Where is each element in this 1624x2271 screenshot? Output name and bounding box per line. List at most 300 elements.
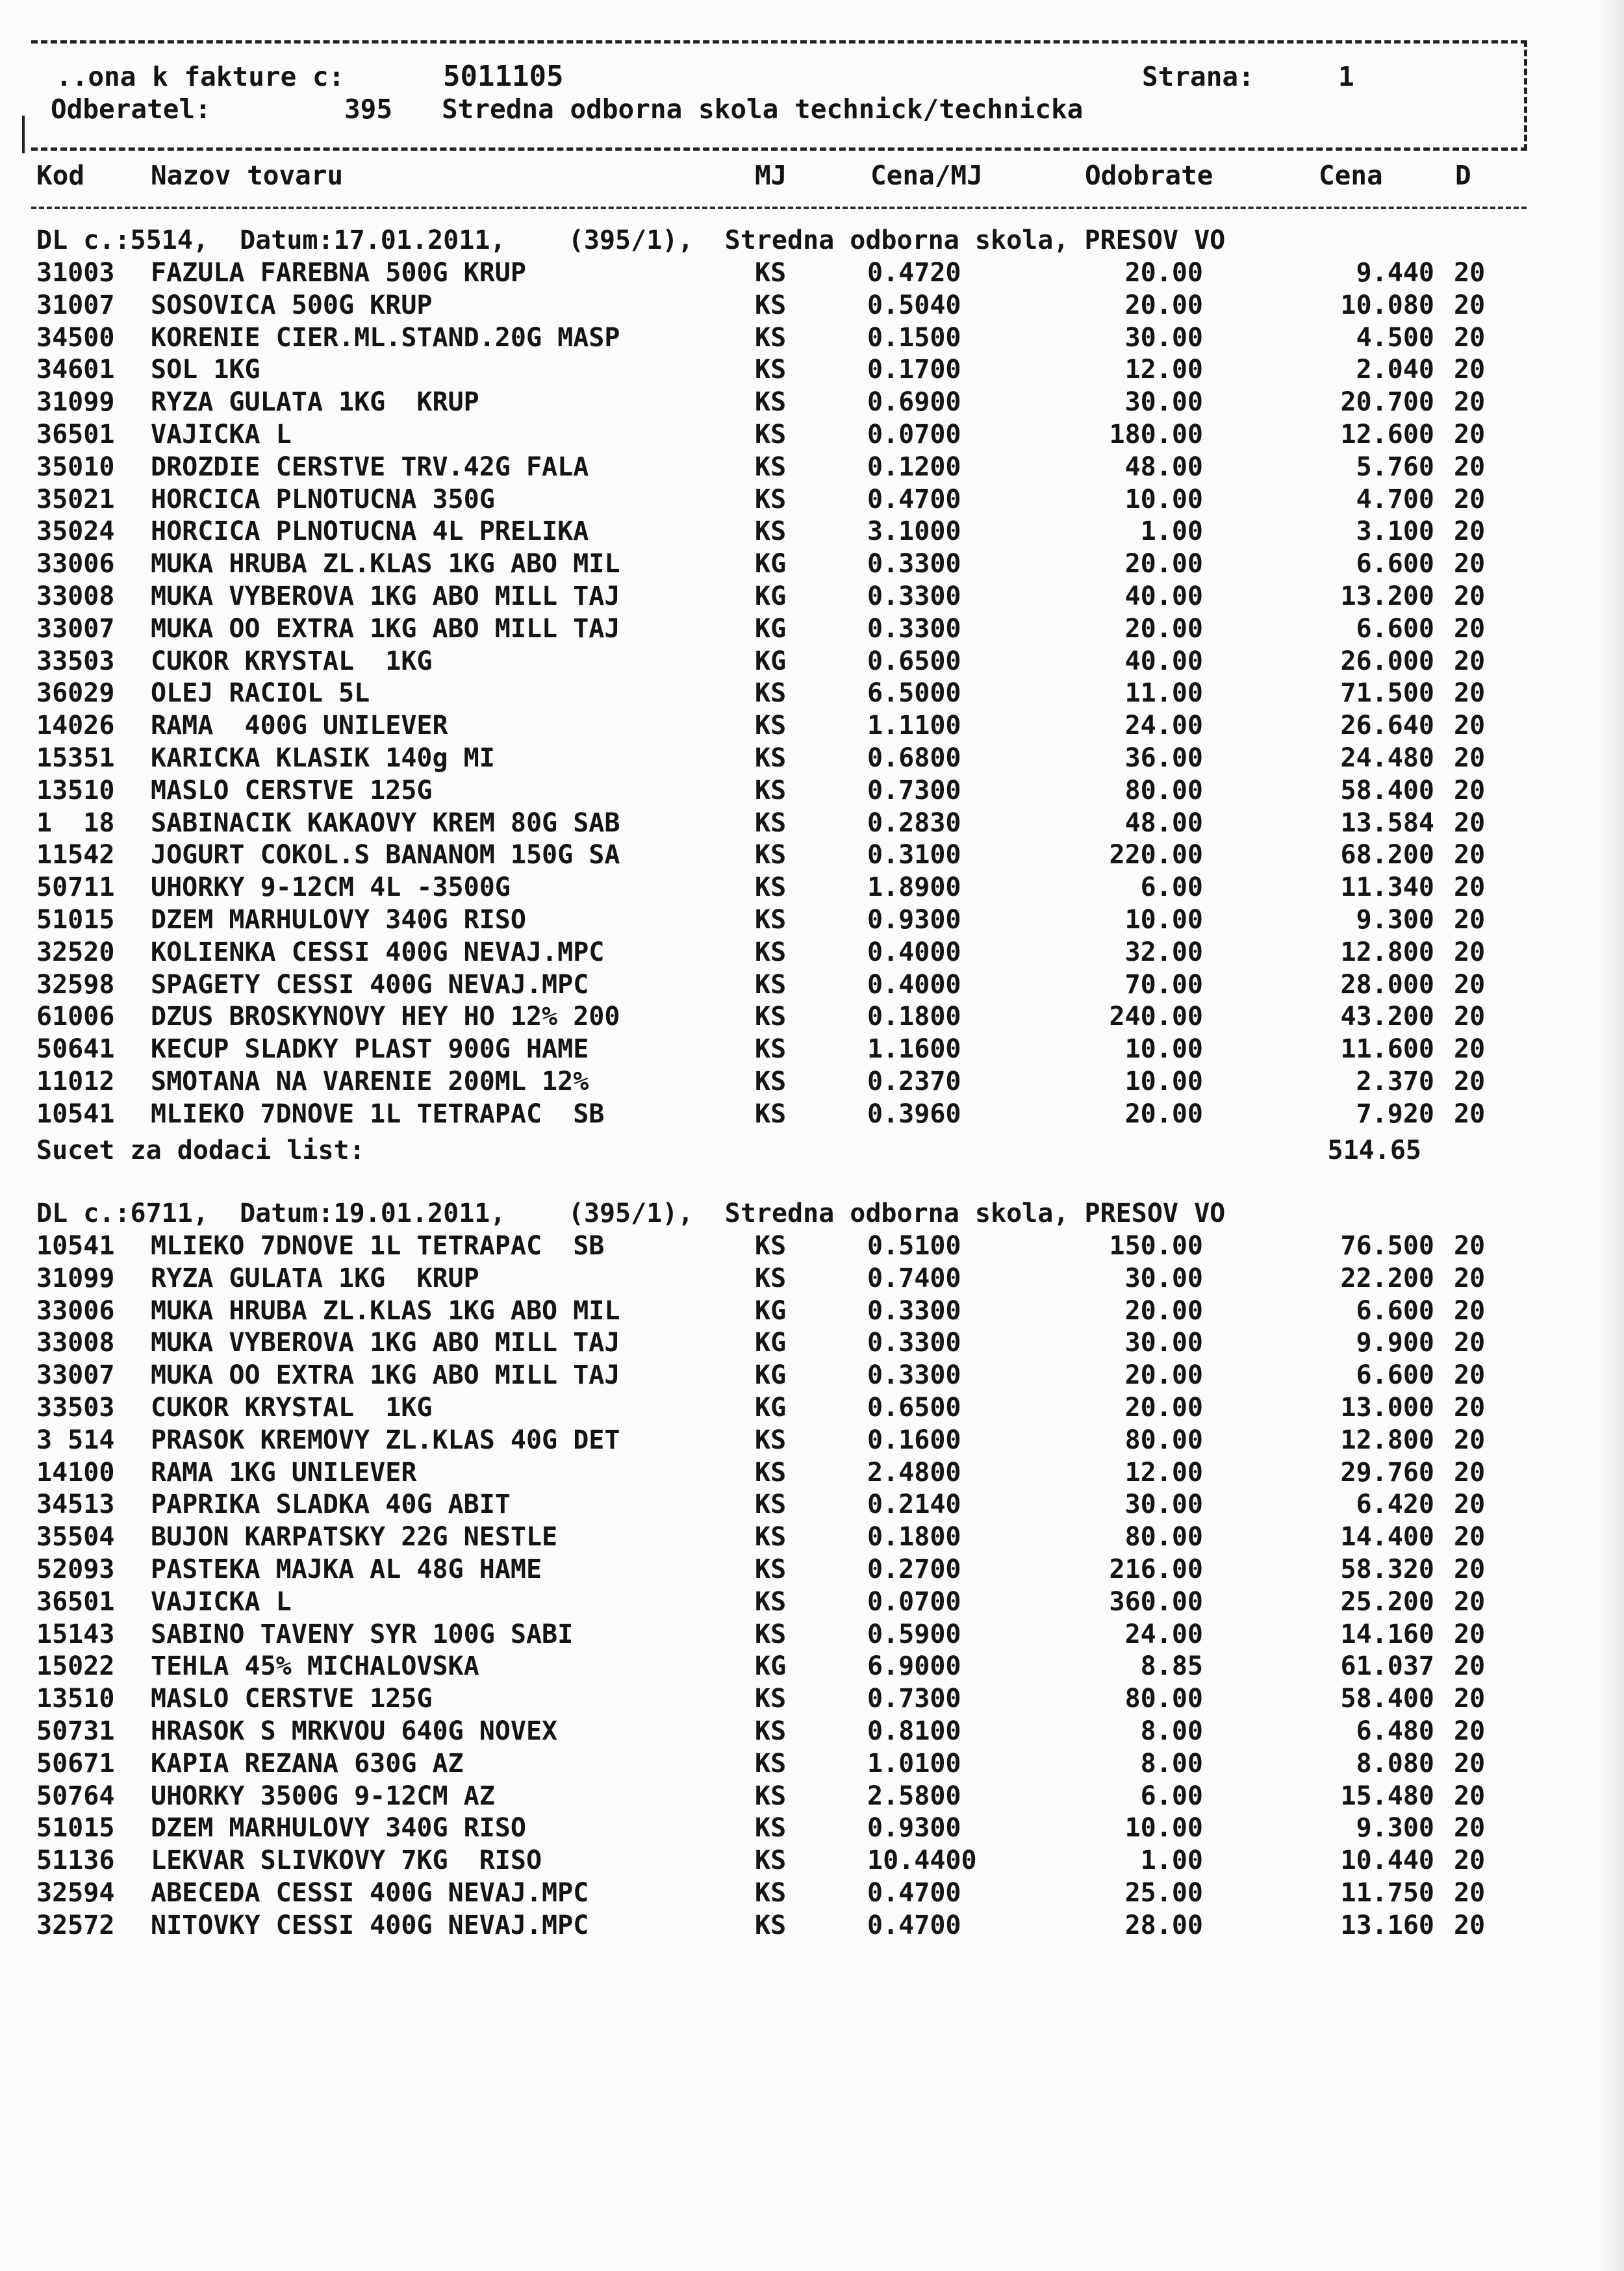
table-row bbox=[0, 775, 1624, 810]
item-unit: KS bbox=[755, 743, 787, 773]
item-unit-price: 0.3960 bbox=[867, 1098, 961, 1129]
item-name: HRASOK S MRKVOU 640G NOVEX bbox=[151, 1716, 558, 1746]
item-unit: KS bbox=[755, 1846, 787, 1876]
item-name: MASLO CERSTVE 125G bbox=[151, 1684, 433, 1714]
table-row bbox=[0, 874, 1624, 907]
item-code: 33007 bbox=[36, 1360, 115, 1391]
item-total: 13.584 bbox=[1340, 807, 1434, 838]
item-total: 6.420 bbox=[1356, 1490, 1434, 1520]
table-row bbox=[0, 451, 1624, 487]
item-total: 10.440 bbox=[1340, 1846, 1434, 1876]
table-row bbox=[0, 1621, 1624, 1654]
item-unit: KS bbox=[755, 1813, 787, 1844]
table-row bbox=[0, 1427, 1624, 1460]
item-unit: KG bbox=[755, 549, 787, 579]
item-total: 22.200 bbox=[1340, 1263, 1434, 1293]
item-name: RYZA GULATA 1KG KRUP bbox=[151, 1263, 479, 1293]
item-vat-rate: 20 bbox=[1454, 516, 1486, 547]
item-total: 24.480 bbox=[1340, 743, 1434, 773]
item-name: DZEM MARHULOVY 340G RISO bbox=[151, 1813, 526, 1844]
item-unit-price: 0.3100 bbox=[867, 840, 961, 870]
table-row bbox=[0, 1098, 1624, 1134]
item-name: CUKOR KRYSTAL 1KG bbox=[151, 646, 433, 676]
item-unit: KS bbox=[755, 1034, 787, 1065]
item-vat-rate: 20 bbox=[1454, 937, 1486, 967]
table-row bbox=[0, 1783, 1624, 1816]
item-vat-rate: 20 bbox=[1454, 1034, 1486, 1065]
table-row bbox=[0, 613, 1624, 648]
item-vat-rate: 20 bbox=[1454, 549, 1486, 579]
item-unit-price: 0.2700 bbox=[867, 1554, 961, 1584]
table-row bbox=[0, 484, 1624, 519]
item-name: KECUP SLADKY PLAST 900G HAME bbox=[151, 1034, 589, 1065]
table-row bbox=[0, 1233, 1624, 1265]
item-code: 35021 bbox=[36, 484, 115, 514]
item-total: 6.600 bbox=[1356, 1360, 1434, 1391]
item-unit-price: 0.6500 bbox=[867, 646, 961, 676]
item-total: 9.900 bbox=[1356, 1328, 1434, 1358]
item-unit: KS bbox=[755, 1457, 787, 1488]
item-total: 58.320 bbox=[1340, 1554, 1434, 1584]
col-price-header: Cena/MJ bbox=[870, 160, 983, 191]
item-name: HORCICA PLNOTUCNA 350G bbox=[151, 484, 495, 514]
table-row bbox=[0, 745, 1624, 778]
item-quantity: 20.00 bbox=[1124, 549, 1203, 579]
table-row bbox=[0, 1069, 1624, 1101]
delivery-note-line: DL c.:6711, Datum:19.01.2011, (395/1), Stredna odborna skola, PRESOV VO bbox=[36, 1199, 1226, 1228]
item-name: DROZDIE CERSTVE TRV.42G FALA bbox=[151, 451, 589, 482]
item-code: 15351 bbox=[36, 743, 115, 773]
item-code: 32572 bbox=[36, 1910, 115, 1940]
item-name: UHORKY 9-12CM 4L -3500G bbox=[151, 872, 511, 903]
item-unit-price: 0.9300 bbox=[867, 1813, 961, 1844]
item-code: 51015 bbox=[36, 1813, 115, 1844]
item-vat-rate: 20 bbox=[1454, 1586, 1486, 1617]
item-total: 58.400 bbox=[1340, 1684, 1434, 1714]
item-unit: KS bbox=[755, 1425, 787, 1455]
item-unit-price: 6.5000 bbox=[867, 678, 961, 709]
table-row bbox=[0, 713, 1624, 745]
item-unit: KS bbox=[755, 516, 787, 547]
item-vat-rate: 20 bbox=[1454, 258, 1486, 288]
item-quantity: 24.00 bbox=[1124, 711, 1203, 741]
item-vat-rate: 20 bbox=[1454, 1263, 1486, 1293]
item-unit: KS bbox=[755, 420, 787, 450]
item-vat-rate: 20 bbox=[1454, 1748, 1486, 1779]
item-quantity: 20.00 bbox=[1124, 1098, 1203, 1129]
item-name: RAMA 400G UNILEVER bbox=[151, 711, 448, 741]
item-total: 28.000 bbox=[1340, 969, 1434, 1000]
item-unit-price: 0.1700 bbox=[867, 355, 961, 385]
item-name: KAPIA REZANA 630G AZ bbox=[151, 1748, 464, 1779]
item-unit-price: 0.3300 bbox=[867, 1328, 961, 1358]
item-total: 6.600 bbox=[1356, 613, 1434, 644]
table-row bbox=[0, 1491, 1624, 1524]
col-mj-header: MJ bbox=[755, 160, 787, 191]
item-unit-price: 1.1100 bbox=[867, 711, 961, 741]
item-code: 15022 bbox=[36, 1651, 115, 1682]
item-total: 4.700 bbox=[1356, 484, 1434, 514]
item-vat-rate: 20 bbox=[1454, 1619, 1486, 1649]
invoice-title-label: ..ona k fakture c: bbox=[56, 61, 345, 92]
item-unit-price: 10.4400 bbox=[867, 1846, 977, 1876]
item-unit: KS bbox=[755, 711, 787, 741]
item-code: 35024 bbox=[36, 516, 115, 547]
item-quantity: 8.00 bbox=[1140, 1716, 1203, 1746]
item-vat-rate: 20 bbox=[1454, 1231, 1486, 1261]
item-unit: KS bbox=[755, 355, 787, 385]
item-name: NITOVKY CESSI 400G NEVAJ.MPC bbox=[151, 1910, 589, 1940]
item-code: 15143 bbox=[36, 1619, 115, 1649]
item-unit-price: 0.6500 bbox=[867, 1393, 961, 1423]
item-unit: KS bbox=[755, 969, 787, 1000]
item-unit-price: 0.6900 bbox=[867, 387, 961, 418]
item-vat-rate: 20 bbox=[1454, 1328, 1486, 1358]
item-name: RAMA 1KG UNILEVER bbox=[151, 1457, 417, 1488]
table-row bbox=[0, 1686, 1624, 1718]
item-unit-price: 0.9300 bbox=[867, 905, 961, 935]
item-unit: KS bbox=[755, 1490, 787, 1520]
item-unit-price: 0.1600 bbox=[867, 1425, 961, 1455]
item-name: DZEM MARHULOVY 340G RISO bbox=[151, 905, 526, 935]
item-name: RYZA GULATA 1KG KRUP bbox=[151, 387, 479, 418]
table-row bbox=[0, 292, 1624, 325]
item-vat-rate: 20 bbox=[1454, 1651, 1486, 1682]
table-row bbox=[0, 939, 1624, 972]
item-unit-price: 0.0700 bbox=[867, 420, 961, 450]
item-unit-price: 0.4720 bbox=[867, 258, 961, 288]
item-vat-rate: 20 bbox=[1454, 451, 1486, 482]
delivery-note-line: DL c.:5514, Datum:17.01.2011, (395/1), Stredna odborna skola, PRESOV VO bbox=[36, 225, 1226, 255]
item-name: PAPRIKA SLADKA 40G ABIT bbox=[151, 1490, 511, 1520]
item-unit: KS bbox=[755, 840, 787, 870]
item-vat-rate: 20 bbox=[1454, 1716, 1486, 1746]
item-unit: KS bbox=[755, 1748, 787, 1779]
item-total: 7.920 bbox=[1356, 1098, 1434, 1129]
item-unit: KG bbox=[755, 1651, 787, 1682]
item-code: 35504 bbox=[36, 1522, 115, 1553]
table-row bbox=[0, 648, 1624, 681]
item-code: 50731 bbox=[36, 1716, 115, 1746]
item-quantity: 24.00 bbox=[1124, 1619, 1203, 1649]
item-unit-price: 0.1500 bbox=[867, 322, 961, 353]
item-unit-price: 0.5040 bbox=[867, 290, 961, 320]
item-vat-rate: 20 bbox=[1454, 355, 1486, 385]
table-row bbox=[0, 1815, 1624, 1847]
col-qty-header: Odobrate bbox=[1085, 160, 1213, 191]
table-row bbox=[0, 807, 1624, 843]
table-row bbox=[0, 1004, 1624, 1036]
item-vat-rate: 20 bbox=[1454, 678, 1486, 709]
item-code: 35010 bbox=[36, 451, 115, 482]
item-vat-rate: 20 bbox=[1454, 1067, 1486, 1097]
item-unit-price: 1.0100 bbox=[867, 1748, 961, 1779]
item-name: ABECEDA CESSI 400G NEVAJ.MPC bbox=[151, 1878, 589, 1908]
item-code: 32598 bbox=[36, 969, 115, 1000]
item-unit: KG bbox=[755, 1393, 787, 1423]
item-code: 50641 bbox=[36, 1034, 115, 1065]
item-unit-price: 0.3300 bbox=[867, 549, 961, 579]
item-name: MUKA VYBEROVA 1KG ABO MILL TAJ bbox=[151, 1328, 620, 1358]
item-unit-price: 0.4000 bbox=[867, 969, 961, 1000]
col-vat-header: D bbox=[1455, 160, 1471, 191]
col-name-header: Nazov tovaru bbox=[151, 160, 344, 191]
item-name: BUJON KARPATSKY 22G NESTLE bbox=[151, 1522, 558, 1553]
item-total: 13.000 bbox=[1340, 1393, 1434, 1423]
column-header-divider bbox=[31, 207, 1527, 209]
item-total: 68.200 bbox=[1340, 840, 1434, 870]
item-code: 34601 bbox=[36, 355, 115, 385]
item-unit: KG bbox=[755, 1295, 787, 1326]
table-row bbox=[0, 1847, 1624, 1880]
item-unit-price: 0.3300 bbox=[867, 613, 961, 644]
item-unit: KS bbox=[755, 451, 787, 482]
item-total: 2.040 bbox=[1356, 355, 1434, 385]
item-quantity: 6.00 bbox=[1140, 1781, 1203, 1811]
table-row bbox=[0, 1880, 1624, 1912]
table-row bbox=[0, 1586, 1624, 1621]
item-total: 8.080 bbox=[1356, 1748, 1434, 1779]
item-vat-rate: 20 bbox=[1454, 872, 1486, 903]
item-unit: KS bbox=[755, 387, 787, 418]
item-vat-rate: 20 bbox=[1454, 613, 1486, 644]
item-quantity: 20.00 bbox=[1124, 290, 1203, 320]
item-name: SMOTANA NA VARENIE 200ML 12% bbox=[151, 1067, 589, 1097]
item-unit: KS bbox=[755, 258, 787, 288]
item-code: 34513 bbox=[36, 1490, 115, 1520]
item-unit-price: 2.5800 bbox=[867, 1781, 961, 1811]
item-total: 43.200 bbox=[1340, 1002, 1434, 1032]
item-quantity: 10.00 bbox=[1124, 1813, 1203, 1844]
item-vat-rate: 20 bbox=[1454, 1846, 1486, 1876]
item-unit-price: 0.7300 bbox=[867, 775, 961, 806]
table-row bbox=[0, 1330, 1624, 1362]
item-code: 13510 bbox=[36, 1684, 115, 1714]
header-box-corner bbox=[22, 116, 25, 153]
item-vat-rate: 20 bbox=[1454, 1781, 1486, 1811]
item-unit: KS bbox=[755, 290, 787, 320]
item-code: 1 18 bbox=[36, 807, 115, 838]
item-vat-rate: 20 bbox=[1454, 1522, 1486, 1553]
item-code: 31003 bbox=[36, 258, 115, 288]
table-row bbox=[0, 1912, 1624, 1945]
item-vat-rate: 20 bbox=[1454, 1490, 1486, 1520]
item-quantity: 36.00 bbox=[1124, 743, 1203, 773]
item-quantity: 25.00 bbox=[1124, 1878, 1203, 1908]
item-code: 14026 bbox=[36, 711, 115, 741]
item-unit-price: 0.0700 bbox=[867, 1586, 961, 1617]
item-unit: KS bbox=[755, 484, 787, 514]
item-total: 9.300 bbox=[1356, 905, 1434, 935]
item-name: SABINO TAVENY SYR 100G SABI bbox=[151, 1619, 574, 1649]
item-quantity: 20.00 bbox=[1124, 1295, 1203, 1326]
item-unit: KS bbox=[755, 872, 787, 903]
col-total-header: Cena bbox=[1319, 160, 1383, 191]
item-unit: KS bbox=[755, 1910, 787, 1940]
item-vat-rate: 20 bbox=[1454, 969, 1486, 1000]
item-total: 12.800 bbox=[1340, 937, 1434, 967]
item-vat-rate: 20 bbox=[1454, 1554, 1486, 1584]
item-unit-price: 1.1600 bbox=[867, 1034, 961, 1065]
item-total: 26.640 bbox=[1340, 711, 1434, 741]
item-unit: KS bbox=[755, 322, 787, 353]
item-quantity: 80.00 bbox=[1124, 1522, 1203, 1553]
item-name: MLIEKO 7DNOVE 1L TETRAPAC SB bbox=[151, 1231, 605, 1261]
item-name: PRASOK KREMOVY ZL.KLAS 40G DET bbox=[151, 1425, 620, 1455]
table-row bbox=[0, 260, 1624, 292]
item-code: 33503 bbox=[36, 1393, 115, 1423]
item-total: 10.080 bbox=[1340, 290, 1434, 320]
item-quantity: 30.00 bbox=[1124, 1263, 1203, 1293]
item-quantity: 32.00 bbox=[1124, 937, 1203, 967]
item-unit-price: 0.4000 bbox=[867, 937, 961, 967]
item-name: JOGURT COKOL.S BANANOM 150G SA bbox=[151, 840, 620, 870]
item-code: 51136 bbox=[36, 1846, 115, 1876]
item-code: 61006 bbox=[36, 1002, 115, 1032]
item-total: 6.600 bbox=[1356, 1295, 1434, 1326]
item-vat-rate: 20 bbox=[1454, 1457, 1486, 1488]
item-unit: KS bbox=[755, 678, 787, 709]
item-name: SPAGETY CESSI 400G NEVAJ.MPC bbox=[151, 969, 589, 1000]
table-row bbox=[0, 1653, 1624, 1686]
item-total: 12.600 bbox=[1340, 420, 1434, 450]
item-unit-price: 0.5100 bbox=[867, 1231, 961, 1261]
item-code: 50764 bbox=[36, 1781, 115, 1811]
customer-name: Stredna odborna skola technick/technicka bbox=[442, 94, 1084, 125]
item-quantity: 216.00 bbox=[1109, 1554, 1203, 1584]
table-row bbox=[0, 1556, 1624, 1589]
item-code: 33006 bbox=[36, 1295, 115, 1326]
item-quantity: 12.00 bbox=[1124, 1457, 1203, 1488]
item-vat-rate: 20 bbox=[1454, 581, 1486, 611]
item-quantity: 8.00 bbox=[1140, 1748, 1203, 1779]
invoice-number: 5011105 bbox=[443, 60, 564, 93]
item-quantity: 6.00 bbox=[1140, 872, 1203, 903]
table-row bbox=[0, 1362, 1624, 1395]
item-code: 33008 bbox=[36, 581, 115, 611]
customer-number: 395 bbox=[344, 94, 393, 125]
page-number: 1 bbox=[1338, 61, 1354, 92]
item-name: DZUS BROSKYNOVY HEY HO 12% 200 bbox=[151, 1002, 620, 1032]
item-quantity: 30.00 bbox=[1124, 1328, 1203, 1358]
item-name: VAJICKA L bbox=[151, 420, 292, 450]
item-unit-price: 1.8900 bbox=[867, 872, 961, 903]
table-row bbox=[0, 1718, 1624, 1751]
item-quantity: 360.00 bbox=[1109, 1586, 1203, 1617]
item-name: SOSOVICA 500G KRUP bbox=[151, 290, 433, 320]
item-unit-price: 0.2140 bbox=[867, 1490, 961, 1520]
item-vat-rate: 20 bbox=[1454, 1098, 1486, 1129]
item-unit-price: 0.4700 bbox=[867, 1878, 961, 1908]
item-code: 11012 bbox=[36, 1067, 115, 1097]
item-quantity: 10.00 bbox=[1124, 1034, 1203, 1065]
item-total: 20.700 bbox=[1340, 387, 1434, 418]
item-vat-rate: 20 bbox=[1454, 1813, 1486, 1844]
item-name: UHORKY 3500G 9-12CM AZ bbox=[151, 1781, 495, 1811]
item-name: KARICKA KLASIK 140g MI bbox=[151, 743, 495, 773]
item-code: 33007 bbox=[36, 613, 115, 644]
item-total: 29.760 bbox=[1340, 1457, 1434, 1488]
item-quantity: 40.00 bbox=[1124, 646, 1203, 676]
item-total: 61.037 bbox=[1340, 1651, 1434, 1682]
item-unit: KS bbox=[755, 905, 787, 935]
table-row bbox=[0, 1295, 1624, 1330]
item-unit-price: 6.9000 bbox=[867, 1651, 961, 1682]
item-quantity: 20.00 bbox=[1124, 1393, 1203, 1423]
item-unit-price: 0.4700 bbox=[867, 484, 961, 514]
item-vat-rate: 20 bbox=[1454, 775, 1486, 806]
item-code: 36029 bbox=[36, 678, 115, 709]
item-unit: KS bbox=[755, 1554, 787, 1584]
item-name: KOLIENKA CESSI 400G NEVAJ.MPC bbox=[151, 937, 605, 967]
table-row bbox=[0, 322, 1624, 357]
item-unit-price: 0.3300 bbox=[867, 581, 961, 611]
item-total: 9.440 bbox=[1356, 258, 1434, 288]
item-total: 3.100 bbox=[1356, 516, 1434, 547]
item-quantity: 70.00 bbox=[1124, 969, 1203, 1000]
table-row bbox=[0, 389, 1624, 422]
item-quantity: 220.00 bbox=[1109, 840, 1203, 870]
item-code: 50671 bbox=[36, 1748, 115, 1779]
item-code: 33008 bbox=[36, 1328, 115, 1358]
item-code: 31007 bbox=[36, 290, 115, 320]
item-vat-rate: 20 bbox=[1454, 387, 1486, 418]
item-name: TEHLA 45% MICHALOVSKA bbox=[151, 1651, 479, 1682]
item-code: 50711 bbox=[36, 872, 115, 903]
item-total: 13.160 bbox=[1340, 1910, 1434, 1940]
item-unit-price: 0.2370 bbox=[867, 1067, 961, 1097]
item-code: 31099 bbox=[36, 1263, 115, 1293]
item-unit-price: 0.5900 bbox=[867, 1619, 961, 1649]
item-name: MUKA HRUBA ZL.KLAS 1KG ABO MIL bbox=[151, 549, 620, 579]
item-quantity: 11.00 bbox=[1124, 678, 1203, 709]
item-code: 10541 bbox=[36, 1098, 115, 1129]
item-unit: KG bbox=[755, 613, 787, 644]
item-name: OLEJ RACIOL 5L bbox=[151, 678, 370, 709]
table-row bbox=[0, 357, 1624, 389]
item-unit: KS bbox=[755, 1586, 787, 1617]
item-vat-rate: 20 bbox=[1454, 1910, 1486, 1940]
item-quantity: 1.00 bbox=[1140, 516, 1203, 547]
item-vat-rate: 20 bbox=[1454, 905, 1486, 935]
item-quantity: 30.00 bbox=[1124, 1490, 1203, 1520]
table-row bbox=[0, 551, 1624, 583]
item-unit: KG bbox=[755, 1360, 787, 1391]
item-vat-rate: 20 bbox=[1454, 840, 1486, 870]
item-name: MUKA OO EXTRA 1KG ABO MILL TAJ bbox=[151, 1360, 620, 1391]
item-total: 6.600 bbox=[1356, 549, 1434, 579]
item-unit: KS bbox=[755, 1067, 787, 1097]
item-quantity: 20.00 bbox=[1124, 613, 1203, 644]
item-unit: KS bbox=[755, 1231, 787, 1261]
item-name: MUKA VYBEROVA 1KG ABO MILL TAJ bbox=[151, 581, 620, 611]
item-code: 34500 bbox=[36, 322, 115, 353]
item-unit: KS bbox=[755, 937, 787, 967]
table-row bbox=[0, 1036, 1624, 1069]
item-name: HORCICA PLNOTUCNA 4L PRELIKA bbox=[151, 516, 589, 547]
item-unit-price: 0.8100 bbox=[867, 1716, 961, 1746]
item-vat-rate: 20 bbox=[1454, 1425, 1486, 1455]
item-vat-rate: 20 bbox=[1454, 743, 1486, 773]
item-vat-rate: 20 bbox=[1454, 484, 1486, 514]
item-unit-price: 0.1800 bbox=[867, 1002, 961, 1032]
item-code: 33503 bbox=[36, 646, 115, 676]
item-quantity: 10.00 bbox=[1124, 484, 1203, 514]
item-name: MUKA OO EXTRA 1KG ABO MILL TAJ bbox=[151, 613, 620, 644]
item-quantity: 30.00 bbox=[1124, 322, 1203, 353]
table-row bbox=[0, 1457, 1624, 1492]
item-unit-price: 0.7400 bbox=[867, 1263, 961, 1293]
